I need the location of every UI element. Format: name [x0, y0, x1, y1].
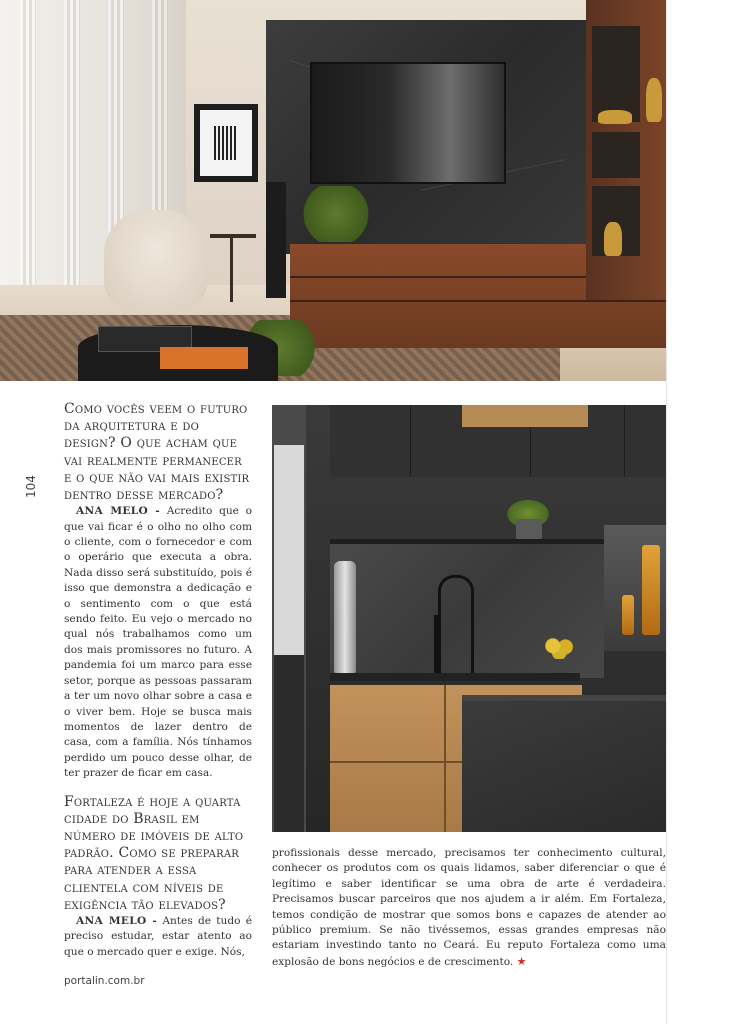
floor-speaker	[266, 182, 286, 298]
footer-url[interactable]: portalin.com.br	[64, 975, 145, 987]
faucet-stem	[434, 615, 440, 675]
question-1-text: Como vocês veem o futuro da arquitetura e do design? O que acham que vai realmente permanecer e o que não vai mais existir dentro desse mercado?	[64, 401, 250, 504]
shelf-niche	[592, 132, 640, 178]
end-mark-star-icon: ★	[516, 954, 527, 968]
plant	[300, 186, 372, 242]
cabinet-seam	[624, 405, 625, 477]
wall-art-mat	[200, 110, 252, 176]
gold-ornament	[646, 78, 662, 122]
side-table-top	[210, 234, 256, 238]
fruit-bowl	[542, 637, 578, 659]
countertop	[330, 673, 580, 681]
speaker-label: ANA MELO -	[76, 505, 160, 518]
page-number: 104	[24, 475, 38, 498]
liquor-bottle	[642, 545, 660, 635]
question-2	[64, 794, 252, 914]
page-margin	[666, 0, 748, 1024]
faucet	[438, 575, 474, 674]
left-column-text	[64, 401, 252, 960]
console-shelf-line	[290, 300, 666, 302]
gold-vase	[604, 222, 622, 256]
wall-art-frame	[194, 104, 258, 182]
tall-cabinet	[274, 655, 304, 832]
shelf-pot	[516, 519, 542, 539]
glass-bottle	[334, 561, 356, 673]
armchair	[104, 210, 208, 310]
question-2-text: Fortaleza é hoje a quarta cidade do Brasil em número de imóveis de alto padrão. Como se preparar para atender a essa clientela com níveis de exigência tão elevados?	[64, 793, 244, 913]
answer-1-text: Acredito que o que vai ficar é o olho no olho com o cliente, com o fornecedor e com o operário que executa a obra. Nada disso será substituído, pois é isso que demonstra a dedicação e o sentimento com o que está sendo feito. Eu vejo o mercado no qual nós trabalhamos como um dos mais promissores no futuro. A pandemia foi um marco para esse setor, porque as pessoas passaram a ter um novo olhar sobre a casa e o viver bem. Hoje se busca mais momentos de lazer dentro de casa, com a família. Nós tínhamos perdido um pouco desse olhar, de ter prazer de ficar em casa.	[64, 505, 253, 780]
liquor-bottle	[622, 595, 634, 635]
gold-bowl	[598, 110, 632, 124]
answer-1	[64, 504, 252, 781]
living-room-photo	[0, 0, 666, 381]
kitchen-photo	[272, 405, 666, 832]
side-table-leg	[230, 236, 233, 302]
speaker-label: ANA MELO -	[76, 914, 158, 927]
television	[310, 62, 506, 184]
curtain-fold	[64, 0, 80, 312]
stone-island	[462, 701, 666, 832]
refrigerator-panel	[274, 445, 304, 655]
coffee-table-books	[160, 347, 248, 369]
answer-2-continued	[272, 846, 666, 970]
question-1	[64, 401, 252, 504]
answer-2-start-text: Antes de tudo é preciso estudar, estar atento ao que o mercado quer e exige. Nós,	[64, 914, 252, 958]
wood-upper-panel	[462, 405, 588, 427]
answer-2-continued-text: profissionais desse mercado, precisamos ter conhecimento cultural, conhecer os produtos com os quais lidamos, saber diferenciar o que é legítimo e saber identificar se uma obra de arte é verdadeira. Precisamos buscar parceiros que nos ajudem a ir além. Em Fortaleza, temos condição de mostrar que somos bons e capazes de atender ao público premium. Se não tivéssemos, essas grandes empresas não estariam investindo tanto no Ceará. Eu reputo Fortaleza como uma explosão de bons negócios e de crescimento.	[272, 847, 666, 968]
curtain-fold	[20, 0, 36, 312]
cabinet-seam	[410, 405, 411, 477]
wall-art	[214, 126, 238, 160]
shelf-niche	[592, 26, 640, 122]
cabinet-divider	[444, 685, 446, 832]
answer-2-start	[64, 914, 252, 960]
